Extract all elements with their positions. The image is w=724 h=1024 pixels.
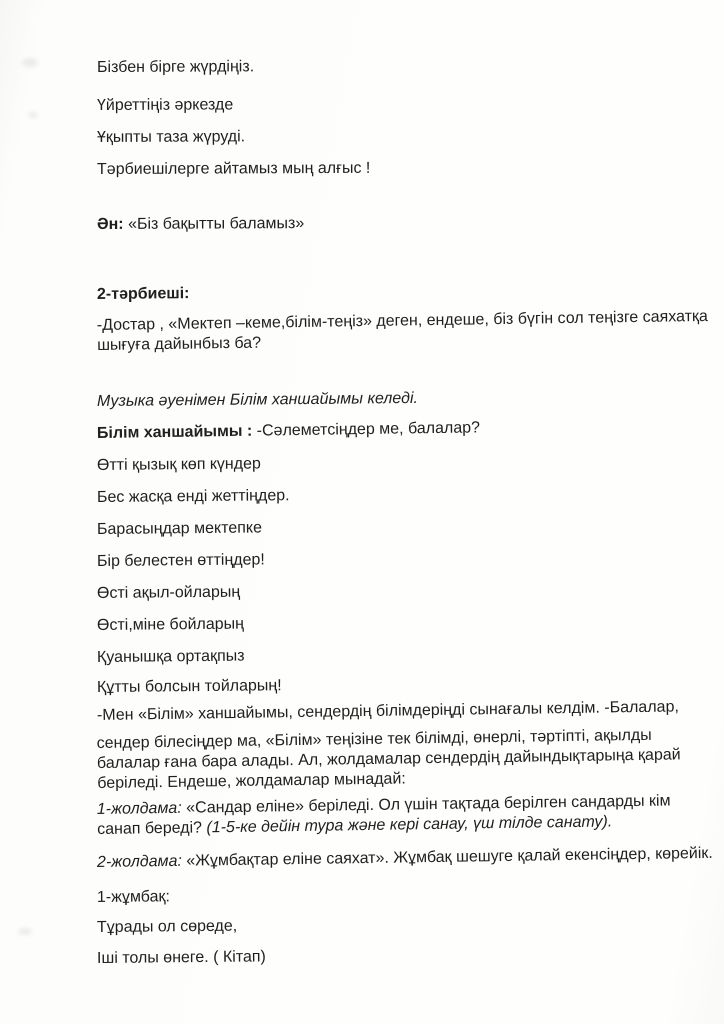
gratitude-line-1: Бізбен бірге жүрдіңіз. — [96, 58, 255, 76]
teacher2-heading: 2-тәрбиеші: — [96, 285, 190, 303]
voucher-2-label: 2-жолдама: — [96, 852, 182, 871]
poem-line-3: Барасыңдар мектепке — [96, 519, 263, 538]
poem-line-5: Өсті ақыл-ойларың — [96, 583, 241, 602]
queen-speech-body — [97, 725, 714, 794]
poem-line-7: Қуанышқа ортақпыз — [96, 647, 245, 666]
queen-name: Білім ханшайымы : — [96, 422, 253, 442]
poem-line-1: Өтті қызық көп күндер — [96, 455, 261, 474]
song-label: Ән: — [96, 215, 124, 233]
queen-greeting-line — [97, 415, 713, 444]
voucher-1-label: 1-жолдама: — [96, 799, 182, 819]
riddle-heading: 1-жұмбақ: — [96, 888, 170, 906]
poem-line-8: Құтты болсын тойларың! — [96, 677, 282, 696]
voucher-1-text-2: санап береді? — [97, 819, 207, 838]
riddle-line-2: Іші толы өнеге. ( Кітап) — [96, 948, 266, 967]
voucher-2-text: «Жұмбақтар еліне саяхат». Жұмбақ шешуге қалай екенсіңдер, көрейік. — [181, 844, 713, 870]
teacher2-question-line-1: -Достар , «Мектеп –кеме,білім-теңіз» деген, ендеше, біз бүгін сол теңізге саяхатқа — [96, 307, 708, 335]
voucher-1-note: (1-5-ке дейін тура және кері санау, үш тілде санату). — [206, 813, 613, 837]
scan-artifact — [18, 928, 32, 935]
scan-artifact — [28, 112, 38, 118]
riddle-line-1: Тұрады ол сөреде, — [96, 917, 238, 936]
queen-speech-body-line-2: балалар ғана бара алады. Ал, жолдамалар сендердің дайындықтарыңа қарай — [96, 746, 681, 772]
voucher-1-text: «Сандар еліне» беріледі. Ол үшін тақтада берілген сандарды кім — [181, 792, 671, 817]
gratitude-line-4: Тәрбиешілерге айтамыз мың алғыс ! — [96, 159, 371, 178]
voucher-1 — [97, 791, 714, 840]
poem-line-6: Өсті,міне бойларың — [96, 615, 245, 634]
document-content — [97, 58, 713, 969]
teacher2-question — [97, 307, 714, 356]
queen-speech-intro: -Мен «Білім» ханшайымы, сендердің білімдеріңді сынағалы келдім. -Балалар, — [96, 698, 679, 724]
gratitude-line-2: Үйреттіңіз әркезде — [96, 96, 234, 114]
teacher2-question-line-2: шығуға дайынбыз ба? — [97, 334, 262, 354]
queen-speech-body-line-3: беріледі. Ендеше, жолдамалар мынадай: — [97, 770, 406, 792]
queen-greeting: -Сәлеметсіңдер ме, балалар? — [252, 419, 481, 440]
song-title: «Біз бақытты баламыз» — [123, 215, 305, 233]
song-line — [97, 212, 713, 235]
poem-line-4: Бір белестен өттіңдер! — [96, 551, 265, 570]
stage-direction: Музыка әуенімен Білім ханшайымы келеді. — [96, 389, 418, 410]
queen-speech-body-line-1: сендер білесіңдер ма, «Білім» теңізіне тек білімді, өнерлі, тәртіпті, ақылды — [96, 726, 652, 753]
gratitude-line-3: Ұқыпты таза жүруді. — [96, 128, 246, 146]
voucher-2 — [97, 844, 713, 873]
scan-artifact — [22, 58, 38, 67]
poem-line-2: Бес жасқа енді жеттіңдер. — [96, 487, 290, 506]
